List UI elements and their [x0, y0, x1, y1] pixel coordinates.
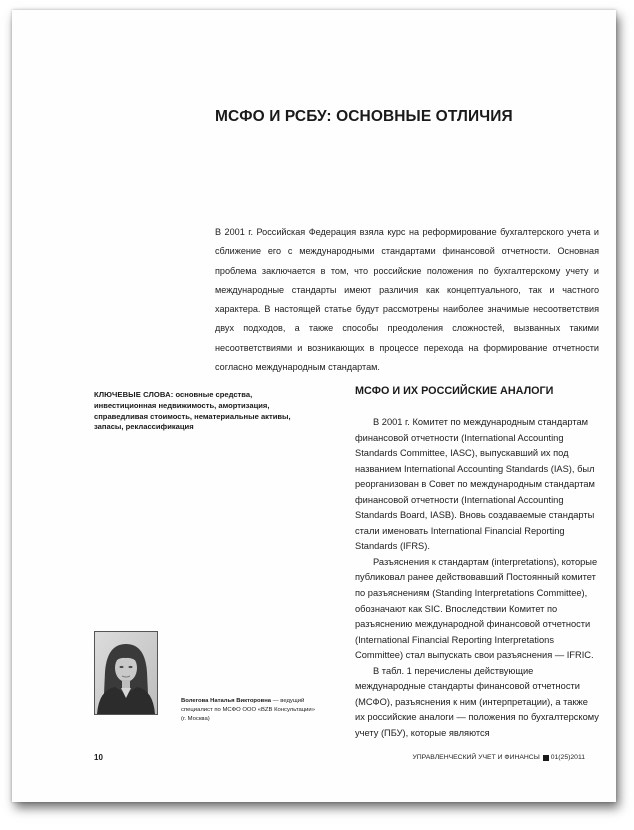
- journal-page: [12, 10, 616, 802]
- journal-name: УПРАВЛЕНЧЕСКИЙ УЧЕТ И ФИНАНСЫ: [412, 754, 540, 761]
- body-column: [355, 415, 599, 741]
- intro-paragraph: В 2001 г. Российская Федерация взяла курс на реформирование бухгалтерского учета и сближение его с международными стандартами финансовой отчетности. Основная проблема заключается в том, что российские положения по бухгалтерскому учету и международные стандарты имеют различия как концептуального, так и частного характера. В настоящей статье будут рассмотрены наиболее значимые несоответствия двух подходов, а также способы преодоления сложностей, вызванных такими несоответствиями и возникающих в процессе перехода на формирование отчетности согласно международным стандартам.: [215, 227, 599, 373]
- author-name: Волегова Наталья Викторовна: [181, 698, 272, 704]
- square-icon: [543, 755, 549, 761]
- journal-issue: 01(25)2011: [550, 754, 585, 761]
- keywords-block: [94, 390, 299, 433]
- author-caption: [181, 697, 316, 724]
- keywords-label: КЛЮЧЕВЫЕ СЛОВА:: [94, 390, 174, 399]
- article-title: МСФО И РСБУ: ОСНОВНЫЕ ОТЛИЧИЯ: [215, 108, 513, 125]
- page-number: 10: [94, 753, 103, 762]
- journal-footer: [412, 754, 585, 761]
- body-paragraph: В табл. 1 перечислены действующие международные стандарты финансовой отчетности (МСФО), разъяснения к ним (интерпретации), а также их российские аналоги — положения по бухгалтерскому учету (ПБУ), которые являются: [355, 665, 599, 738]
- keywords-text: основные средства, инвестиционная недвижимость, амортизация, справедливая стоимость, нематериальные активы, запасы, реклассификация: [94, 390, 291, 432]
- section-heading: МСФО И ИХ РОССИЙСКИЕ АНАЛОГИ: [355, 385, 554, 397]
- body-paragraph: Разъяснения к стандартам (interpretations), которые публиковал ранее действовавший Постоянный комитет по разъяснениям (Standing Interpretations Committee), обозначают как SIC. Впоследствии Комитет по разъяснению международной финансовой отчетности (International Financial Reporting Interpretations Committee) стал выпускать свои разъяснения — IFRIC.: [355, 556, 598, 661]
- author-details: — ведущий специалист по МСФО ООО «BZB Консультации» (г. Москва): [181, 698, 315, 722]
- body-paragraph: В 2001 г. Комитет по международным стандартам финансовой отчетности (International Accounting Standards Committee, IASC), выпускавший их под названием International Accounting Standards (IAS), был реорганизован в Совет по международным стандартам финансовой отчетности (International Accounting Standards Board, IASB). Вновь создаваемые стандарты стали именовать International Financial Reporting Standards (IFRS).: [355, 417, 595, 552]
- author-photo: [94, 631, 158, 715]
- author-portrait-icon: [95, 632, 157, 714]
- article-intro: [215, 223, 599, 377]
